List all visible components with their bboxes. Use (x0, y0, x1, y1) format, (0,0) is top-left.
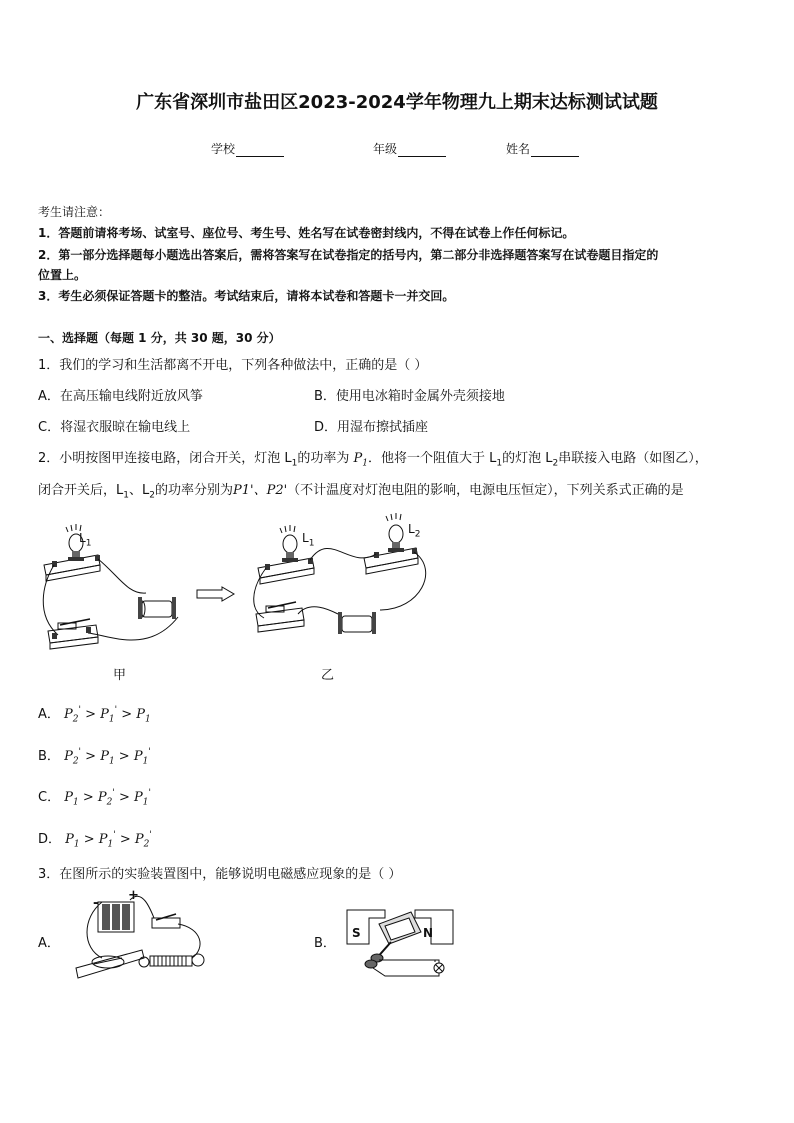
q2-sub: 1 (123, 490, 129, 501)
q2-text: （不计温度对灯泡电阻的影响，电源电压恒定），下列关系式正确的是 (287, 483, 684, 498)
q2-text: 的功率为 (297, 451, 350, 466)
page-title: 广东省深圳市盐田区2023-2024学年物理九上期末达标测试试题 (136, 92, 658, 113)
f-sub: 2 (106, 797, 113, 808)
f-sub: 1 (145, 714, 151, 725)
option-label: A． (38, 707, 60, 722)
q1-option-d[interactable]: D．用湿布擦拭插座 (314, 420, 429, 435)
f-sub: 2 (72, 756, 79, 767)
q2-text: 闭合开关后，L (38, 483, 124, 498)
f-sup: ' (148, 788, 151, 799)
q3-option-b[interactable]: B． (314, 936, 336, 951)
q1-stem: 1．我们的学习和生活都离不开电，下列各种做法中，正确的是（ ） (38, 358, 428, 373)
q2-yi-L1-label (302, 531, 314, 548)
f-sup: ' (149, 830, 152, 841)
f-sub: 1 (142, 756, 149, 767)
q2-text: 的灯泡 L (502, 451, 553, 466)
q2-option-d[interactable] (38, 828, 152, 850)
name-label: 姓名 (506, 142, 531, 156)
f-sub: 1 (142, 797, 149, 808)
f-sub: 1 (108, 756, 115, 767)
q2-sub: 2 (552, 458, 559, 469)
q2-sub: 1 (496, 458, 503, 469)
option-label: C． (38, 790, 61, 805)
f-sub: 2 (143, 839, 150, 850)
q2-text: 、L (128, 483, 150, 498)
q2-line-2 (38, 479, 684, 501)
bulb-label-sub: 1 (308, 538, 315, 549)
name-field[interactable] (506, 140, 579, 157)
figure-label-yi: 乙 (321, 668, 335, 683)
q1-option-c[interactable]: C．将湿衣服晾在输电线上 (38, 420, 191, 435)
option-label: D． (38, 832, 62, 847)
bulb-label: L (79, 531, 86, 545)
q3-option-a[interactable]: A． (38, 936, 60, 951)
q2-text: 2．小明按图甲连接电路，闭合开关，灯泡 L (38, 451, 292, 466)
bulb-label: L (302, 531, 309, 545)
notice-item-2-cont: 位置上。 (38, 268, 87, 282)
q2-text: 串联接入电路（如图乙）， (558, 451, 708, 466)
q2-sub: 1 (291, 458, 298, 469)
f-sub: 1 (107, 839, 114, 850)
q2-option-c[interactable] (38, 786, 151, 808)
q2-figure-jia (38, 515, 208, 655)
q2-option-b[interactable] (38, 745, 151, 767)
f-sup: ' (112, 788, 115, 799)
arrow-right-icon (196, 586, 236, 602)
option-label: B． (38, 749, 60, 764)
f-sup: ' (114, 705, 118, 716)
f-sub: 1 (108, 714, 115, 725)
q1-option-a[interactable]: A．在高压输电线附近放风筝 (38, 389, 203, 404)
grade-blank[interactable] (398, 142, 446, 157)
battery-plus-label: + (128, 888, 139, 903)
figure-label-jia: 甲 (113, 668, 127, 683)
q2-yi-L2-label (408, 522, 420, 539)
q2-p1 (349, 451, 369, 469)
q2-p-primes: P1'、P2' (232, 483, 288, 498)
notice-item-3: 3．考生必须保证答题卡的整洁。考试结束后，请将本试卷和答题卡一并交回。 (38, 289, 455, 303)
q2-sub: 2 (149, 490, 155, 501)
f-sub: 2 (72, 714, 79, 725)
q3-figure-b (345, 898, 455, 983)
q2-jia-L1-label (79, 531, 91, 548)
school-field[interactable] (211, 140, 284, 157)
name-blank[interactable] (531, 142, 579, 157)
bulb-label-sub: 2 (414, 529, 421, 540)
f-sup: ' (113, 830, 116, 841)
grade-field[interactable] (373, 140, 446, 157)
f-sup: ' (148, 747, 151, 758)
bulb-label: L (408, 522, 415, 536)
option-formula: $P_1 > P_2' > P_1'$ (64, 788, 151, 808)
school-blank[interactable] (236, 142, 284, 157)
q2-text: 的功率分别为 (154, 483, 233, 498)
q3-stem: 3．在图所示的实验装置图中，能够说明电磁感应现象的是（ ） (38, 867, 402, 882)
q1-option-b[interactable]: B．使用电冰箱时金属外壳须接地 (314, 389, 505, 404)
notice-heading: 考生请注意： (38, 205, 111, 219)
q2-p1-symbol: P (353, 451, 363, 466)
magnet-n-label: N (423, 926, 434, 940)
f-sub: 1 (72, 797, 79, 808)
section-heading: 一、选择题（每题 1 分，共 30 题，30 分） (38, 331, 281, 345)
notice-item-1: 1．答题前请将考场、试室号、座位号、考生号、姓名写在试卷密封线内，不得在试卷上作任何标记。 (38, 226, 575, 240)
f-sup: ' (78, 705, 82, 716)
option-formula: $P_2' > P_1 > P_1'$ (64, 747, 151, 767)
q2-sub: 1 (362, 458, 369, 469)
q2-option-a[interactable] (38, 703, 151, 725)
q2-text: ．他将一个阻值大于 L (368, 451, 497, 466)
bulb-label-sub: 1 (85, 538, 92, 549)
option-formula: $P_2' > P_1' > P_1$ (64, 705, 151, 725)
battery-minus-label: - (93, 896, 99, 911)
f-sup: ' (78, 747, 82, 758)
option-formula: $P_1 > P_1' > P_2'$ (65, 830, 152, 850)
notice-item-2: 2．第一部分选择题每小题选出答案后，需将答案写在试卷指定的括号内，第二部分非选择题答案写在试卷题目指定的 (38, 248, 659, 262)
magnet-s-label: S (352, 926, 361, 940)
q2-line-1 (38, 447, 708, 469)
grade-label: 年级 (373, 142, 398, 156)
school-label: 学校 (211, 142, 236, 156)
f-sub: 1 (73, 839, 80, 850)
